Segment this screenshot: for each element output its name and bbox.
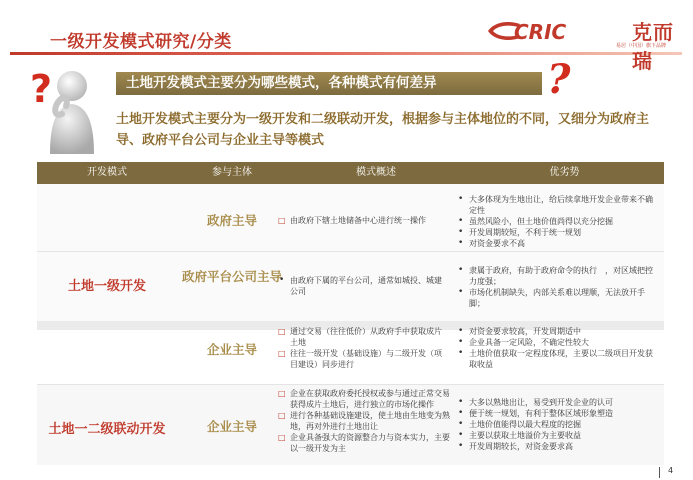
logo-tagline: 易居（中国）旗下品牌 — [616, 43, 667, 49]
list-item: • 企业具备一定风险，不确定性较大 — [457, 337, 657, 348]
list-item: • 隶属于政府，有助于政府命令的执行 ，对区域把控力度强； — [457, 265, 657, 287]
cric-logo — [484, 16, 684, 73]
thinking-figure-icon — [28, 62, 100, 154]
list-item: □ 往往一级开发（基础设施）与二级开发（项目建设）同步进行 — [278, 348, 448, 370]
question-banner: 土地开发模式主要分为哪些模式，各种模式有何差异 — [116, 72, 542, 95]
page-number-divider — [659, 467, 660, 478]
list-item: • 土地价值获取一定程度体现，主要以二级项目开发获取收益 — [457, 348, 657, 370]
svg-text:?: ? — [30, 67, 53, 111]
list-item: □ 通过交易（往往低价）从政府手中获取成片土地 — [278, 326, 448, 348]
intro-text: 土地开发模式主要分为一级开发和二级联动开发，根据参与主体地位的不同，又细分为政府主导、政府平台公司与企业主导等模式 — [116, 112, 650, 148]
pros-cons-list — [457, 265, 657, 309]
logo-brand-text: CRIC — [514, 20, 567, 44]
list-item: • 大多体现为生地出让，给后续拿地开发企业带来不确定性 — [457, 194, 657, 216]
list-item: • 市场化机制缺失，内部关系难以理顺，无法放开手脚； — [457, 287, 657, 309]
list-item: • 主要以获取土地溢价为主要收益 — [457, 430, 657, 441]
list-item: □ 企业在获取政府委托授权或参与通过正常交易获得成片土地后，进行独立的市场化操作 — [278, 388, 450, 410]
pros-cons-list — [457, 397, 657, 452]
list-item: □ 进行各种基础设施建设，使土地由生地变为熟地，再对外进行土地出让 — [278, 410, 450, 432]
page-number: 4 — [668, 466, 674, 475]
subject-government: 政府主导 — [206, 213, 257, 228]
overview-list — [278, 388, 450, 454]
list-item: • 虽然风险小，但土地价值尚得以充分挖掘 — [457, 216, 657, 227]
question-mark-icon — [545, 57, 575, 101]
overview-list — [278, 326, 448, 370]
header-pros-cons: 优劣势 — [549, 167, 580, 178]
header-subject: 参与主体 — [212, 167, 252, 178]
list-item: • 开发周期较短，不利于统一规划 — [457, 227, 657, 238]
list-item: □ 企业具备强大的资源整合力与资本实力，主要以一级开发为主 — [278, 432, 450, 454]
cric-logo-mark-icon — [484, 18, 624, 44]
table-header — [37, 162, 664, 184]
list-item: • 大多以熟地出让，易受到开发企业的认可 — [457, 397, 657, 408]
pros-cons-list — [457, 326, 657, 370]
subject-government-platform: 政府平台公司主导 — [181, 269, 282, 284]
header-overview: 模式概述 — [356, 167, 396, 178]
row-divider — [37, 251, 664, 252]
row-divider — [37, 384, 664, 385]
logo-name: 克而瑞 — [632, 20, 674, 73]
overview-list — [278, 275, 448, 297]
list-item: • 土地价值能得以最大程度的挖掘 — [457, 419, 657, 430]
list-item: • 便于统一规划，有利于整体区域形象塑造 — [457, 408, 657, 419]
title-divider — [10, 52, 682, 55]
list-item: • 对资金要求不高 — [457, 238, 657, 249]
mode-linked-development: 土地一二级联动开发 — [48, 422, 166, 437]
svg-text:?: ? — [547, 57, 571, 101]
header-mode: 开发模式 — [87, 167, 127, 178]
overview-list — [278, 215, 446, 226]
subject-enterprise: 企业主导 — [206, 342, 257, 357]
subject-enterprise: 企业主导 — [206, 419, 257, 434]
list-item: • 开发周期较长，对资金要求高 — [457, 441, 657, 452]
list-item: • 由政府下属的平台公司，通常如城投、城建公司 — [278, 275, 448, 297]
mode-primary-development: 土地一级开发 — [67, 279, 146, 294]
list-item: • 对资金要求较高，开发周期适中 — [457, 326, 657, 337]
pros-cons-list — [457, 194, 657, 249]
list-item: □ 由政府下辖土地储备中心进行统一操作 — [278, 215, 446, 226]
page-title: 一级开发模式研究/分类 — [50, 32, 232, 52]
